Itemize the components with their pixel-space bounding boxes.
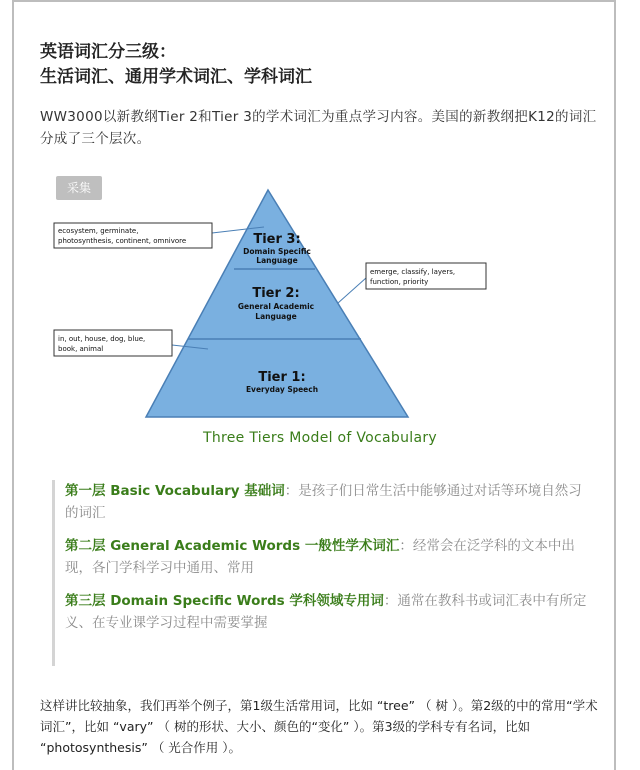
tier-item-3-head: 第三层 Domain Specific Words 学科领域专用词 — [65, 593, 384, 609]
tier2-title: Tier 2: — [252, 286, 300, 301]
tier-item-1 — [65, 480, 592, 524]
outro-paragraph: 这样讲比较抽象，我们再举个例子，第1级生活常用词，比如 “tree” （ 树 ）。第2级的中的常用“学术词汇”，比如 “vary” （ 树的形状、大小、颜色的“变化” ）。第3级的学科专有名词，比如 “photosynthesis” （ 光合作用 ）。 — [40, 698, 598, 755]
tier2-line2: Language — [255, 312, 297, 321]
heading-line-2: 生活词汇、通用学术词汇、学科词汇 — [40, 67, 312, 87]
callout-tier1-line2: book, animal — [58, 345, 104, 353]
callout-tier2-line2: function, priority — [370, 278, 429, 286]
article-heading — [40, 40, 600, 90]
tier-item-2 — [65, 535, 592, 579]
heading-line-1: 英语词汇分三级： — [40, 42, 176, 62]
tier-item-3-desc: ：通常在教科书或词汇表中有所定义、在专业课学习过程中需要掌握 — [65, 593, 587, 631]
three-tiers-diagram — [50, 185, 500, 425]
callout-tier2-line1: emerge, classify, layers, — [370, 268, 456, 276]
tier3-title: Tier 3: — [253, 232, 301, 247]
tier-item-1-head: 第一层 Basic Vocabulary 基础词 — [65, 483, 285, 499]
intro-paragraph: WW3000以新教纲Tier 2和Tier 3的学术词汇为重点学习内容。美国的新教纲把K12的词汇分成了三个层次。 — [40, 109, 597, 147]
diagram-caption: Three Tiers Model of Vocabulary — [202, 430, 437, 446]
tier-definitions — [52, 480, 592, 666]
callout-tier2-connector — [338, 278, 366, 303]
tier-item-2-head: 第二层 General Academic Words 一般性学术词汇 — [65, 538, 400, 554]
callout-tier3-line1: ecosystem, germinate, — [58, 227, 139, 235]
tier-item-1-desc: ：是孩子们日常生活中能够通过对话等环境自然习的词汇 — [65, 483, 582, 521]
callout-tier1-line1: in, out, house, dog, blue, — [58, 335, 146, 343]
tier1-line1: Everyday Speech — [245, 385, 319, 394]
callout-tier3-line2: photosynthesis, continent, omnivore — [58, 237, 187, 245]
tier3-line1: Domain Specific — [243, 247, 311, 256]
tier3-line2: Language — [256, 256, 298, 265]
tier-item-2-desc: ：经常会在泛学科的文本中出现，各门学科学习中通用、常用 — [65, 538, 575, 576]
tier2-line1: General Academic — [237, 302, 315, 311]
collect-button[interactable]: 采集 — [56, 176, 102, 200]
tier-item-3 — [65, 590, 592, 634]
tier1-title: Tier 1: — [258, 370, 306, 385]
